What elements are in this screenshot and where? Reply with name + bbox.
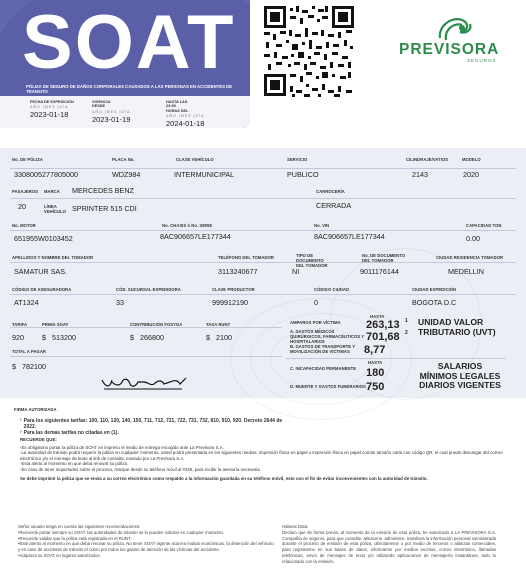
notes-section <box>20 418 504 481</box>
header <box>0 0 526 140</box>
chasis-label: No. CHASIS ó No. SERIE <box>162 223 213 228</box>
tipo-doc-label: TIPO DE DOCUMENTO DEL TOMADOR <box>296 253 328 268</box>
ciudad-residencia-label: CIUDAD RESIDENCIA TOMADOR <box>436 255 504 260</box>
recommendations <box>18 524 276 559</box>
tipo-doc-value: NI <box>292 267 300 276</box>
vin-value: 8AC906657LE177344 <box>314 232 385 241</box>
gastos-medicos-mark: 1 <box>405 318 408 324</box>
recommendations-title: Señor usuario tenga en cuenta las siguientes recomendaciones: <box>18 524 141 529</box>
recuerde-bold: Se debe imprimir la póliza que se envía a su correo electrónico como respaldo a la información guardada en su teléfono móvil, esto con el fin de evitar inconvenientes con la autoridad de tránsito. <box>20 475 428 481</box>
habeas-data-title: Habeas Data: <box>282 524 309 529</box>
recommendation-4: •Adquiera su SOAT en lugares autorizados. <box>18 552 101 558</box>
capacidad-label: CAPACIDAD TON <box>466 223 502 228</box>
tasa-runt-label: TASA RUNT <box>206 322 231 327</box>
recuerde-3: -Esta alerta al momento en que deba renovar su póliza. <box>20 461 129 467</box>
vigencia-desde: VIGENCIA DESDE AÑO |MES |DÍA 2023-01-19 <box>92 100 131 124</box>
servicio-value: PUBLICO <box>287 170 319 179</box>
marca-value: MERCEDES BENZ <box>72 186 134 195</box>
note-1: ¹ Para los siguientes tarifas: 100, 110, 120, 140, 150, 711, 712, 721, 722, 731, 732, 810, 910, 920. Decreto 2644 de 2022. <box>20 418 283 430</box>
gastos-medicos-value: 263,13 <box>366 319 400 331</box>
contribucion-currency: $ <box>130 333 134 342</box>
tasa-runt-value: 2100 <box>216 333 232 342</box>
soat-title: SOAT <box>22 0 236 85</box>
recuerde-heading: RECUERDE QUE: <box>20 437 57 442</box>
tomador-nombre-label: APELLIDOS Y NOMBRE DEL TOMADOR <box>12 255 94 260</box>
pasajeros-value: 20 <box>18 202 26 211</box>
transporte-label: B. GASTOS DE TRANSPORTE Y MOVILIZACIÓN DE VÍCTIMAS <box>290 344 356 354</box>
placa-value: WDZ984 <box>112 170 141 179</box>
vigencia-hasta: HASTA LAS 23:59 HORAS DEL AÑO |MES |DÍA 2024-01-18 <box>166 100 205 128</box>
ciudad-residencia-value: MEDELLIN <box>448 267 484 276</box>
uvt-label: UNIDAD VALOR TRIBUTARIO (UVT) <box>418 317 496 337</box>
no-poliza-label: No. DE PÓLIZA <box>12 157 43 162</box>
clase-vehiculo-label: CLASE VEHÍCULO <box>176 157 214 162</box>
prima-currency: $ <box>42 333 46 342</box>
clase-vehiculo-value: INTERMUNICIPAL <box>174 170 235 179</box>
carroceria-value: CERRADA <box>316 201 352 210</box>
telefono-label: TELÉFONO DEL TOMADOR <box>218 255 274 260</box>
gastos-medicos-mark-2: 2 <box>405 330 408 336</box>
tarifa-label: TARIFA <box>12 322 28 327</box>
tasa-runt-currency: $ <box>206 333 210 342</box>
qr-code <box>262 4 356 98</box>
recuerde-4: -En caso de tener inquietudes sobre el proceso, marque desde su teléfono móvil al #345, para recibir la asesoría necesaria. <box>20 466 261 472</box>
recommendation-1: •Recuerde portar siempre su SOAT, las autoridades de tránsito se lo pueden solicitar en cualquier momento. <box>18 529 225 535</box>
modelo-value: 2020 <box>463 170 479 179</box>
ciudad-exp-label: CIUDAD EXPEDICIÓN <box>412 287 457 292</box>
motor-label: No. MOTOR <box>12 223 36 228</box>
total-label: TOTAL A PAGAR <box>12 349 46 354</box>
fecha-expedicion: FECHA DE EXPEDICIÓN AÑO |MES |DÍA 2023-01-18 <box>30 100 74 120</box>
hasta-header-2: HASTA <box>368 360 383 365</box>
incapacidad-label: C. INCAPACIDAD PERMANENTE <box>290 366 357 371</box>
muerte-label: D. MUERTE Y GASTOS FUNERARIOS <box>290 384 366 389</box>
brand-sub: SEGUROS <box>467 58 497 63</box>
telefono-value: 3113240677 <box>218 267 258 276</box>
tarifa-value: 920 <box>12 333 24 342</box>
habeas-data-text: Declaro que de forma previa, al momento de la emisión de esta póliza, he autorizado a LA PREVISORA S.A. Compañía de seguros, para que consulte, almacene, administre, transfiera la información personal suministrada durante el proceso de emisión de esta póliza, directamente o por medio de terceros o alianzas comerciales, para registrarme en sus bases de datos, informarme por medios escritos, correo electrónico, llamadas telefónicas, envío de mensajes de texto y/o utilizando aplicaciones de mensajería instantánea, todo lo relacionado con la emisión, <box>282 529 496 564</box>
total-value: 782100 <box>22 362 46 371</box>
linea-value: SPRINTER 515 CDI <box>72 204 137 213</box>
placa-label: PLACA No. <box>112 157 135 162</box>
cilindraje-value: 2143 <box>412 170 428 179</box>
vin-label: No. VIN <box>314 223 330 228</box>
amparos-header: AMPAROS POR VÍCTIMA <box>290 320 341 325</box>
pasajeros-label: PASAJEROS <box>12 189 38 194</box>
motor-value: 651955W0103452 <box>14 234 73 243</box>
signature-label: FIRMA AUTORIZADA <box>14 407 57 412</box>
cod-ciudad-label: CÓDIGO CIUDAD <box>314 287 350 292</box>
modelo-label: MODELO <box>462 157 481 162</box>
transporte-value: 8,77 <box>364 344 386 356</box>
cod-aseguradora-value: AT1324 <box>14 298 39 307</box>
note-2: ² Para las demás tarifas no citadas en (1). <box>20 430 119 436</box>
marca-label: MARCA <box>44 189 60 194</box>
tomador-nombre-value: SAMATUR SAS. <box>14 267 67 276</box>
chasis-value: 8AC906657LE177344 <box>160 232 231 241</box>
cod-ciudad-value: 0 <box>314 298 318 307</box>
brand-name: PREVISORA <box>399 41 500 58</box>
smlmd-label: SALARIOS MÍNIMOS LEGALES DIARIOS VIGENTES <box>419 361 501 391</box>
clave-productor-label: CLAVE PRODUCTOR <box>212 287 255 292</box>
contribucion-label: CONTRIBUCIÓN FOSYGA <box>130 322 183 327</box>
ciudad-exp-value: BOGOTA D.C <box>412 298 457 307</box>
habeas-data <box>282 524 496 565</box>
muerte-value: 750 <box>366 381 385 393</box>
cod-aseguradora-label: CÓDIGO DE ASEGURADORA <box>12 287 72 292</box>
recuerde-1: -Es obligatorio portar la póliza de SOAT en impreso el medio de entrega escogido ante La Previsora S.A. <box>20 444 224 450</box>
contribucion-value: 266800 <box>140 333 164 342</box>
cilindraje-label: CILINDRAJE/VATIOS <box>406 157 449 162</box>
no-doc-label: No. DE DOCUMENTO DEL TOMADOR <box>362 253 406 263</box>
recuerde-2: -La autoridad de tránsito podrá requerir la póliza en cualquier momento, usted podrá presentarla en los siguientes medios: impresión física en papel o impresión física en papel común tamaño carta con código QR; el cual puede descargar del correo electrónico y/o el mensaje de texto al link de consulta, enviado por La Previsora S.A. <box>20 450 503 461</box>
cod-sucursal-label: CÓD. SUCURSAL EXPEDIDORA <box>116 287 181 292</box>
no-doc-value: 9011176144 <box>360 267 399 276</box>
carroceria-label: CARROCERÍA <box>316 189 345 194</box>
recommendation-2: •Recuerde validar que la póliza está registrada en el RUNT. <box>18 535 132 541</box>
prima-label: PRIMA SOAT <box>42 322 69 327</box>
hasta-header: HASTA <box>370 314 385 319</box>
capacidad-value: 0.00 <box>466 234 480 243</box>
incapacidad-value: 180 <box>366 367 385 379</box>
servicio-label: SERVICIO <box>287 157 308 162</box>
soat-banner <box>0 0 250 128</box>
cod-sucursal-value: 33 <box>116 298 124 307</box>
no-poliza-value: 3308005277805000 <box>14 170 78 179</box>
soat-subtitle: PÓLIZA DE SEGURO DE DAÑOS CORPORALES CAUSADOS A LAS PERSONAS EN ACCIDENTES DE TRÁNSITO <box>26 84 233 94</box>
recommendation-3: •Esté atento al momento en que deba renovar su póliza. No tener SOAT vigente acarrea multas económicas, la detención del vehículo y en caso de accidente de tránsito el cobro por todos los gastos de atención de las víctimas del accidente. <box>18 541 274 553</box>
gastos-medicos-label: A. GASTOS MÉDICOS QUIRÚRGICOS, FARMACÉUTICOS Y HOSPITALARIOS <box>290 329 365 344</box>
gastos-medicos-value-2: 701,68 <box>366 331 400 343</box>
prima-value: 513200 <box>52 333 76 342</box>
linea-label: LÍNEA VEHÍCULO <box>44 204 67 214</box>
clave-productor-value: 999912190 <box>212 298 248 307</box>
dates-bar <box>0 96 250 128</box>
total-currency: $ <box>12 362 16 371</box>
signature-image <box>100 374 200 394</box>
